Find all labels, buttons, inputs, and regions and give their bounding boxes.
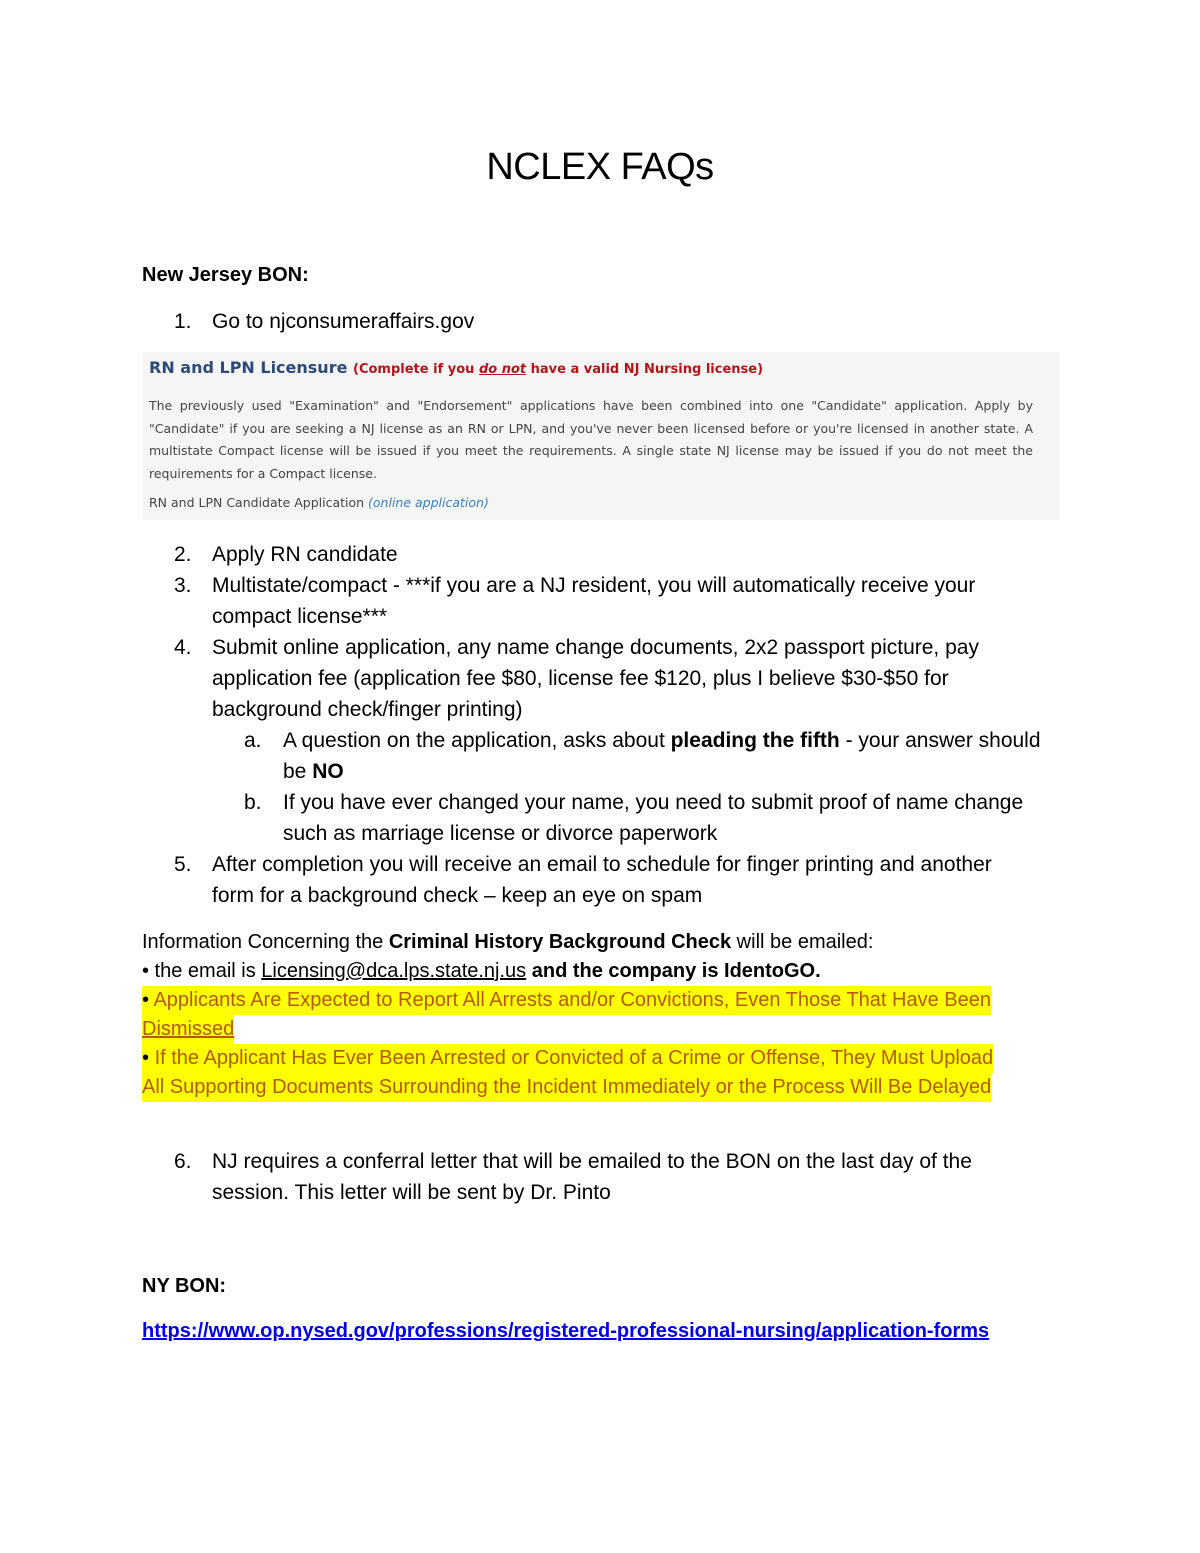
online-application-link[interactable]: (online application): [368, 495, 489, 510]
nj-bon-heading: New Jersey BON:: [142, 264, 309, 286]
list-item-text: After completion you will receive an email to schedule for finger printing and another form for a background check – keep an eye on spam: [212, 853, 992, 907]
sub-list-text: If you have ever changed your name, you need to submit proof of name change such as marriage license or divorce paperwork: [283, 791, 1024, 845]
candidate-application-line: RN and LPN Candidate Application (online application): [149, 495, 489, 510]
ny-application-forms-link[interactable]: https://www.op.nysed.gov/professions/registered-professional-nursing/application-forms: [142, 1320, 990, 1342]
sub-list-item-b: [244, 787, 1064, 849]
list-item-1: [142, 306, 1062, 337]
licensure-screenshot: [143, 352, 1059, 520]
list-number: 1.: [174, 310, 192, 333]
list-item-6: [142, 1146, 1062, 1208]
list-item-text: NJ requires a conferral letter that will be emailed to the BON on the last day of the session. This letter will be sent by Dr. Pinto: [212, 1150, 972, 1204]
background-check-email-line: • the email is Licensing@dca.lps.state.nj.us and the company is IdentoGO.: [142, 960, 821, 982]
list-number: 5.: [174, 853, 192, 876]
list-item-4: [142, 632, 1062, 725]
sub-list-letter: a.: [244, 729, 262, 752]
page-title: NCLEX FAQs: [486, 146, 714, 188]
sub-list-item-a: [244, 725, 1064, 787]
list-number: 2.: [174, 543, 192, 566]
list-item-3: [142, 570, 1062, 632]
sub-list-letter: b.: [244, 791, 262, 814]
licensure-heading: RN and LPN Licensure (Complete if you do not have a valid NJ Nursing license): [149, 358, 764, 377]
list-item-5: [142, 849, 1062, 911]
list-item-text: Multistate/compact - ***if you are a NJ resident, you will automatically receive your compact license***: [212, 574, 976, 628]
list-number: 3.: [174, 574, 192, 597]
list-number: 6.: [174, 1150, 192, 1173]
licensing-email-link[interactable]: Licensing@dca.lps.state.nj.us: [261, 960, 527, 982]
highlight-upload-documents-line2: All Supporting Documents Surrounding the Incident Immediately or the Process Will Be Delayed: [142, 1073, 991, 1102]
list-item-text: Submit online application, any name change documents, 2x2 passport picture, pay application fee (application fee $80, license fee $120, plus I believe $30-$50 for background check/finger printing): [212, 636, 979, 721]
list-item-text: Apply RN candidate: [212, 543, 398, 566]
licensure-note: (Complete if you do not have a valid NJ Nursing license): [353, 362, 764, 377]
list-item-2: [142, 539, 1062, 570]
background-check-info: Information Concerning the Criminal History Background Check will be emailed:: [142, 931, 874, 953]
highlight-report-arrests-line1: • Applicants Are Expected to Report All Arrests and/or Convictions, Even Those That Have Been: [142, 986, 991, 1015]
highlight-upload-documents-line1: • If the Applicant Has Ever Been Arrested or Convicted of a Crime or Offense, They Must Upload: [142, 1044, 993, 1073]
ny-bon-heading: NY BON:: [142, 1275, 227, 1297]
list-item-text: Go to njconsumeraffairs.gov: [212, 310, 475, 333]
list-number: 4.: [174, 636, 192, 659]
highlight-report-arrests-line2: Dismissed: [142, 1015, 234, 1044]
licensure-paragraph: The previously used "Examination" and "Endorsement" applications have been combined into one "Candidate" application. Apply by "Candidate" if you are seeking a NJ license as an RN or LPN, and you've never been licensed before or you're licensed in another state. A multistate Compact license will be issued if you meet the requirements. A single state NJ license may be issued if you do not meet the requirements for a Compact license.: [149, 398, 1033, 481]
sub-list-text: A question on the application, asks about pleading the fifth - your answer should be NO: [283, 729, 1041, 783]
